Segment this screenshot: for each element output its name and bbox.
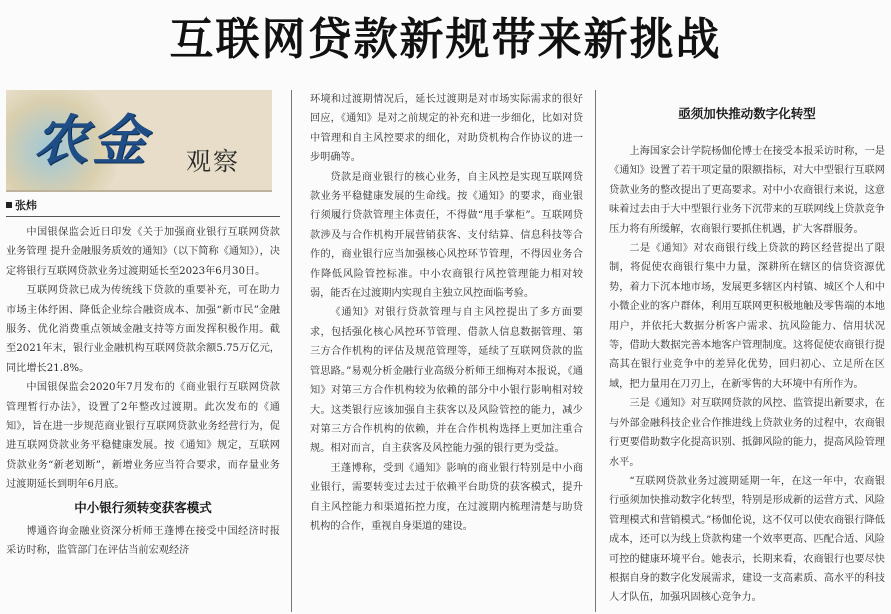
paragraph: 贷款是商业银行的核心业务，自主风控是实现互联网贷款业务平稳健康发展的生命线。按《通知》的要求，商业银行须履行贷款管理主体责任，不得做“甩手掌柜”。互联网贷款涉及与合作机构开展营销获客、支付结算、信息科技等合作的，商业银行应当加强核心风控环节管理，不得因业务合作降低风险管控标准。中小农商银行风控管理能力相对较弱，能否在过渡期内实现自主独立风控面临考验。 <box>310 171 583 300</box>
paragraph: “互联网贷款业务过渡期延期一年，在这一年中，农商银行亟须加快推动数字化转型，特别是形成新的运营方式、风险管理模式和营销模式。”杨伽伦说，这不仅可以使农商银行降低成本，还可以为线上贷款构建一个效率更高、匹配合适、风险可控的健康环境平台。她表示，长期来看，农商银行也要尽快根据自身的数字化发展需求，建设一支高素质、高水平的科技人才队伍，加强巩固核心竞争力。 <box>609 475 885 604</box>
paragraph: 上海国家会计学院杨伽伦博士在接受本报采访时称，一是《通知》设置了若干项定量的限额指标，对大中型银行互联网贷款业务的整改提出了更高要求。对中小农商银行来说，这意味着过去由于大中型银行业务下沉带来的互联网线上贷款竞争压力将有所缓解，农商银行要抓住机遇，扩大客群服务。 <box>609 146 885 235</box>
paragraph: 环境和过渡期情况后，延长过渡期是对市场实际需求的很好回应，《通知》是对之前规定的补充和进一步细化，比如对贷中管理和自主风控要求的细化，对助贷机构合作协议的进一步明确等。 <box>310 94 583 164</box>
column-banner-logo <box>6 90 272 192</box>
author-name: 张炜 <box>15 199 37 212</box>
paragraph: 三是《通知》对互联网贷款的风控、监管提出新要求，在与外部金融科技企业合作推进线上贷款业务的过程中，农商银行更要借助数字化提高识别、抵御风险的能力，提高风险管理水平。 <box>609 398 885 468</box>
byline <box>6 197 280 213</box>
article-column-2 <box>310 90 583 612</box>
article-column-1 <box>6 90 280 612</box>
paragraph: 王蓬博称，受到《通知》影响的商业银行特别是中小商业银行，需要转变过去过于依赖平台助贷的获客模式，提升自主风控能力和渠道拓控力度，在过渡期内梳理清楚与助贷机构的合作，重视自身渠道的建设。 <box>310 462 583 532</box>
bullet-square-icon <box>6 202 12 208</box>
paragraph: 中国银保监会2020年7月发布的《商业银行互联网贷款管理暂行办法》，设置了2年整改过渡期。此次发布的《通知》，旨在进一步规范商业银行互联网贷款业务经营行为，促进互联网贷款业务平稳健康发展。按《通知》规定，互联网贷款业务“新老划断”，新增业务应当符合要求，而存量业务过渡期延长到明年6月底。 <box>6 382 280 491</box>
headline: 互联网贷款新规带来新挑战 <box>169 14 722 65</box>
subheading: 亟须加快推动数字化转型 <box>678 106 816 121</box>
paragraph: 《通知》对银行贷款管理与自主风控提出了多方面要求，包括强化核心风控环节管理、借款人信息数据管理、第三方合作机构的评估及规范管理等，延续了互联网贷款的监管思路。”易观分析金融行业高级分析师王细梅对本报说，《通知》对第三方合作机构较为依赖的部分中小银行影响相对较大。这类银行应该加强自主获客以及风险管控的能力，减少对第三方合作机构的依赖，并在合作机构选择上更加注重合规。相对而言，自主获客及风控能力强的银行更为受益。 <box>310 307 583 455</box>
subheading: 中小银行须转变获客模式 <box>74 499 212 515</box>
paragraph: 中国银保监会近日印发《关于加强商业银行互联网贷款业务管理 提升金融服务质效的通知》（以下简称《通知》），决定将银行互联网贷款业务过渡期延长至2023年6月30日。 <box>6 227 280 277</box>
byline-divider <box>6 216 280 217</box>
paragraph: 二是《通知》对农商银行线上贷款的跨区经营提出了限制，将促使农商银行集中力量，深耕所在辖区的信贷资源优势，着力下沉本地市场，发展更多辖区内村镇、城区个人和中小微企业的客户群体，利用互联网更积极地触及零售端的本地用户，并依托大数据分析客户需求、抗风险能力、信用状况等，借助大数据完善本地客户管理制度。这将促使农商银行提高其在银行业竞争中的差异化优势，回归初心、立足所在区域，把力量用在刀刃上，在新零售的大环境中有所作为。 <box>609 243 885 390</box>
paragraph: 博通咨询金融业资深分析师王蓬博在接受中国经济时报采访时称，监管部门在评估当前宏观经济 <box>6 525 280 557</box>
banner-brush-text: 农金 <box>34 108 150 172</box>
column-divider <box>291 90 292 612</box>
column-divider <box>595 90 596 612</box>
paragraph: 互联网贷款已成为传统线下贷款的重要补充，可在助力市场主体纾困、降低企业综合融资成本、加强“新市民”金融服务、优化消费重点领域金融支持等方面发挥积极作用。截至2021年末，银行业金融机构互联网贷款余额5.75万亿元，同比增长21.8%。 <box>6 285 280 374</box>
banner-subtitle: 观察 <box>186 147 241 176</box>
article-column-3 <box>609 90 885 612</box>
